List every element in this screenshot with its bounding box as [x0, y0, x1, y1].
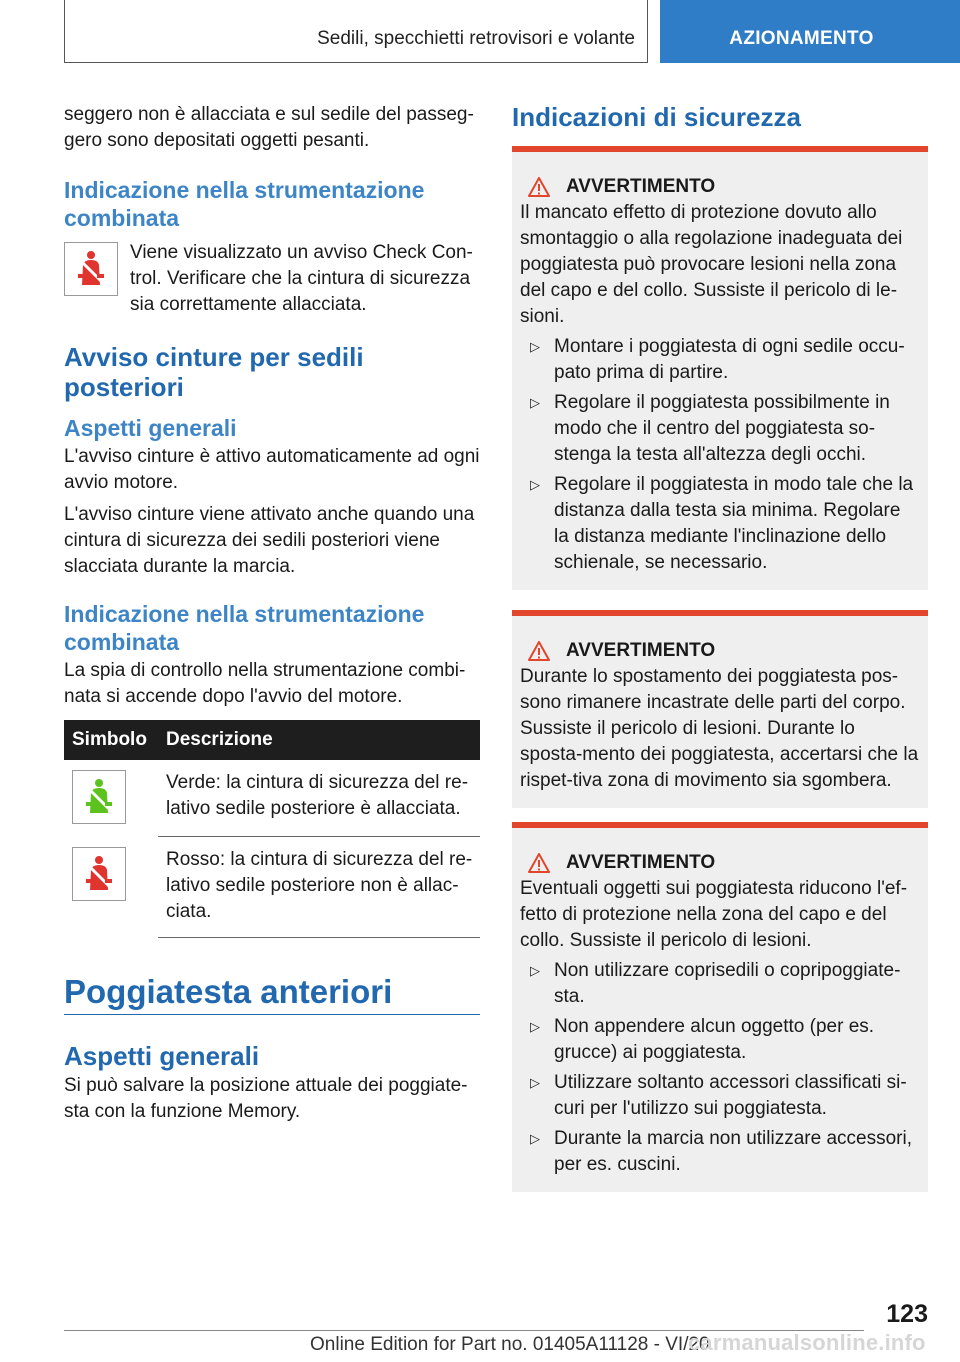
- list-item: ▷ Non utilizzare coprisedili o copripoggiate-sta.: [530, 960, 901, 1007]
- warning-triangle-icon: [528, 177, 550, 197]
- bullet-arrow-icon: ▷: [530, 1131, 540, 1146]
- warning-title: AVVERTIMENTO: [520, 174, 920, 200]
- table-row: [64, 760, 480, 837]
- watermark: carmanualsonline.info: [688, 1330, 926, 1355]
- heading-headrest-block: [64, 972, 480, 1015]
- table-header-description: Descrizione: [158, 720, 480, 760]
- list-item: ▷ Montare i poggiatesta di ogni sedile occu-pato prima di partire.: [530, 336, 905, 383]
- header-section-tab: [660, 0, 960, 63]
- description-cell: Rosso: la cintura di sicurezza del re-lativo sedile posteriore non è allac-ciata.: [158, 837, 480, 938]
- general1-paragraph-2: L'avviso cinture viene attivato anche quando una cintura di sicurezza dei sedili posteriori viene slacciata durante la marcia.: [64, 504, 475, 577]
- seatbelt-red-icon: [72, 847, 126, 901]
- heading-general-1: Aspetti generali: [64, 415, 237, 441]
- heading-safety: Indicazioni di sicurezza: [512, 102, 801, 132]
- warning-list: [520, 958, 920, 1178]
- warning-text: Durante lo spostamento dei poggiatesta pos-sono rimanere incastrate delle parti del corpo. Sussiste il pericolo di lesioni. Durante lo sposta-mento dei poggiatesta, accertarsi che la rispet-tiva zona di movimento sia sgombera.: [520, 666, 919, 791]
- warning-box: [512, 610, 928, 808]
- list-item: ▷ Regolare il poggiatesta possibilmente in modo che il centro del poggiatesta so-stenga la testa all'altezza degli occhi.: [530, 392, 890, 465]
- list-item: ▷ Regolare il poggiatesta in modo tale che la distanza dalla testa sia minima. Regolare la distanza mediante l'inclinazione dello schienale, se necessario.: [530, 474, 914, 573]
- warning-title: AVVERTIMENTO: [520, 850, 920, 876]
- display1-text: Viene visualizzato un avviso Check Con-trol. Verificare che la cintura di sicurezza sia correttamente allacciata.: [130, 242, 473, 315]
- warning-title: AVVERTIMENTO: [520, 638, 920, 664]
- bullet-arrow-icon: ▷: [530, 339, 540, 354]
- right-column: [512, 102, 928, 1192]
- table-row: [64, 837, 480, 938]
- chapter-title: Sedili, specchietti retrovisori e volante: [317, 28, 635, 49]
- footer-edition: Online Edition for Part no. 01405A11128 - VI/20: [310, 1334, 710, 1355]
- intro-paragraph: seggero non è allacciata e sul sedile del passeg-gero sono depositati oggetti pesanti.: [64, 104, 474, 151]
- heading-display-1: Indicazione nella strumentazione combinata: [64, 177, 425, 231]
- list-item: ▷ Utilizzare soltanto accessori classificati si-curi per l'utilizzo sui poggiatesta.: [530, 1072, 907, 1119]
- heading-general-2: Aspetti generali: [64, 1041, 260, 1071]
- warning-triangle-icon: [528, 853, 550, 873]
- general2-paragraph: Si può salvare la posizione attuale dei poggiate-sta con la funzione Memory.: [64, 1075, 468, 1122]
- display1-block: [64, 240, 480, 320]
- warning-box: [512, 146, 928, 590]
- warning-list: [520, 334, 920, 576]
- warning-triangle-icon: [528, 641, 550, 661]
- symbol-cell: [64, 837, 158, 938]
- bullet-arrow-icon: ▷: [530, 1019, 540, 1034]
- page-number: 123: [886, 1300, 928, 1328]
- table-header-symbol: Simbolo: [64, 720, 158, 760]
- heading-display-2: Indicazione nella strumentazione combinata: [64, 601, 425, 655]
- display2-text: La spia di controllo nella strumentazione combi-nata si accende dopo l'avvio del motore.: [64, 660, 466, 707]
- heading-rear-seatbelt: Avviso cinture per sedili posteriori: [64, 342, 364, 402]
- heading-front-headrests: Poggiatesta anteriori: [64, 973, 393, 1010]
- section-title: AZIONAMENTO: [729, 28, 874, 49]
- seatbelt-warning-icon: [64, 242, 118, 296]
- bullet-arrow-icon: ▷: [530, 963, 540, 978]
- description-cell: Verde: la cintura di sicurezza del re-lativo sedile posteriore è allacciata.: [158, 760, 480, 837]
- warning-text: Eventuali oggetti sui poggiatesta riducono l'ef-fetto di protezione nella zona del capo e del collo. Sussiste il pericolo di lesioni.: [520, 878, 908, 951]
- list-item: ▷ Durante la marcia non utilizzare accessori, per es. cuscini.: [530, 1128, 912, 1175]
- list-item: ▷ Non appendere alcun oggetto (per es. grucce) ai poggiatesta.: [530, 1016, 875, 1063]
- header-chapter-box: [64, 0, 648, 63]
- seatbelt-green-icon: [72, 770, 126, 824]
- warning-text: Il mancato effetto di protezione dovuto allo smontaggio o alla regolazione inadeguata dei poggiatesta può provocare lesioni nella zona del capo e del collo. Sussiste il pericolo di le-sioni.: [520, 202, 903, 327]
- symbol-cell: [64, 760, 158, 837]
- general1-paragraph-1: L'avviso cinture è attivo automaticamente ad ogni avvio motore.: [64, 446, 480, 493]
- bullet-arrow-icon: ▷: [530, 477, 540, 492]
- symbol-table: [64, 720, 480, 938]
- left-column: [64, 102, 480, 1125]
- bullet-arrow-icon: ▷: [530, 395, 540, 410]
- warning-box: [512, 822, 928, 1192]
- bullet-arrow-icon: ▷: [530, 1075, 540, 1090]
